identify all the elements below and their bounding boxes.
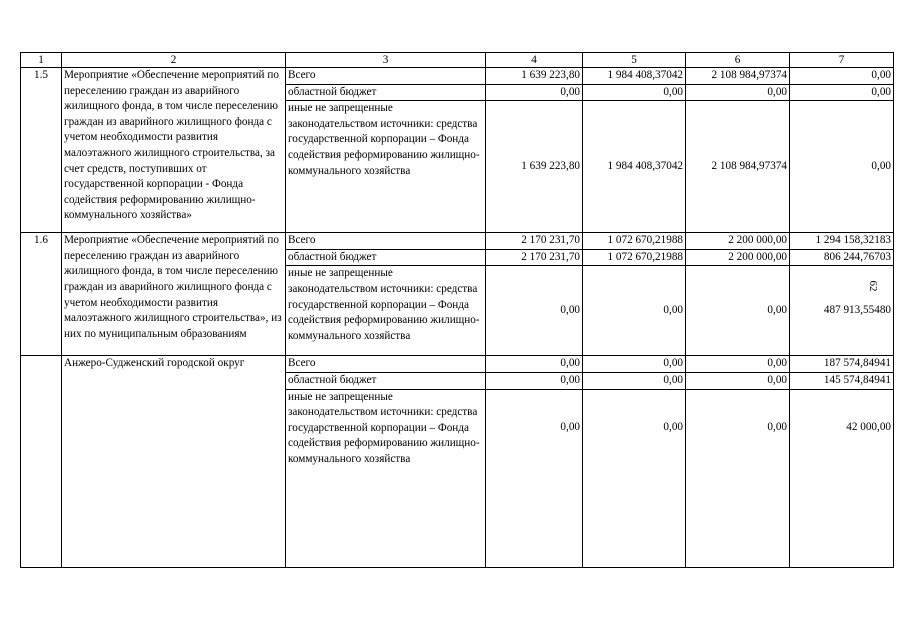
value-cell: 0,00 [486, 266, 583, 356]
source-regional: областной бюджет [286, 84, 486, 101]
value-cell: 2 108 984,97374 [686, 101, 790, 233]
value-cell: 0,00 [686, 356, 790, 373]
value-cell: 0,00 [686, 266, 790, 356]
header-col-3: 3 [286, 53, 486, 68]
value-cell: 1 639 223,80 [486, 101, 583, 233]
value-cell: 145 574,84941 [790, 372, 894, 389]
value-cell: 0,00 [790, 101, 894, 233]
value-cell: 0,00 [583, 84, 686, 101]
value-cell: 1 294 158,32183 [790, 233, 894, 250]
value-cell: 2 108 984,97374 [686, 68, 790, 85]
row-index: 1.5 [21, 68, 62, 233]
row-name: Мероприятие «Обеспечение мероприятий по переселению граждан из аварийного жилищного фонда, в том числе переселению граждан из аварийного жилищного фонда с учетом необходимости развития малоэтажного жилищного строительства», из них по муниципальным образованиям [62, 233, 286, 356]
value-cell: 806 244,76703 [790, 249, 894, 266]
row-name: Мероприятие «Обеспечение мероприятий по переселению граждан из аварийного жилищного фонда, в том числе переселению граждан из аварийного жилищного фонда с учетом необходимости развития малоэтажного жилищного строительства, за счет средств, поступивших от государственной корпорации - Фонда содействия реформированию жилищно-коммунального хозяйства» [62, 68, 286, 233]
budget-table [20, 52, 894, 568]
value-cell: 0,00 [583, 389, 686, 567]
row-index: 1.6 [21, 233, 62, 356]
value-cell: 0,00 [486, 372, 583, 389]
value-cell: 0,00 [486, 389, 583, 567]
table-row [21, 233, 894, 250]
header-col-7: 7 [790, 53, 894, 68]
value-cell: 2 170 231,70 [486, 233, 583, 250]
row-index [21, 356, 62, 567]
header-col-1: 1 [21, 53, 62, 68]
source-regional: областной бюджет [286, 372, 486, 389]
value-cell: 1 639 223,80 [486, 68, 583, 85]
value-cell: 0,00 [686, 84, 790, 101]
value-cell: 1 072 670,21988 [583, 249, 686, 266]
value-cell: 187 574,84941 [790, 356, 894, 373]
value-cell: 487 913,55480 [790, 266, 894, 356]
value-cell: 1 984 408,37042 [583, 68, 686, 85]
header-col-4: 4 [486, 53, 583, 68]
table-row [21, 356, 894, 373]
value-cell: 0,00 [790, 68, 894, 85]
table-row [21, 68, 894, 85]
source-other: иные не запрещенные законодательством источники: средства государственной корпорации – Фонда содействия реформированию жилищно-коммунального хозяйства [286, 266, 486, 356]
source-other: иные не запрещенные законодательством источники: средства государственной корпорации – Фонда содействия реформированию жилищно-коммунального хозяйства [286, 389, 486, 567]
source-other: иные не запрещенные законодательством источники: средства государственной корпорации – Фонда содействия реформированию жилищно-коммунального хозяйства [286, 101, 486, 233]
value-cell: 2 200 000,00 [686, 249, 790, 266]
row-name: Анжеро-Судженский городской округ [62, 356, 286, 567]
header-col-6: 6 [686, 53, 790, 68]
value-cell: 0,00 [583, 372, 686, 389]
value-cell: 1 072 670,21988 [583, 233, 686, 250]
source-total: Всего [286, 233, 486, 250]
source-regional: областной бюджет [286, 249, 486, 266]
value-cell: 0,00 [486, 356, 583, 373]
value-cell: 2 200 000,00 [686, 233, 790, 250]
value-cell: 0,00 [686, 372, 790, 389]
value-cell: 1 984 408,37042 [583, 101, 686, 233]
value-cell: 0,00 [583, 266, 686, 356]
value-cell: 0,00 [583, 356, 686, 373]
value-cell: 0,00 [486, 84, 583, 101]
value-cell: 0,00 [686, 389, 790, 567]
header-col-2: 2 [62, 53, 286, 68]
header-col-5: 5 [583, 53, 686, 68]
source-total: Всего [286, 68, 486, 85]
value-cell: 42 000,00 [790, 389, 894, 567]
value-cell: 2 170 231,70 [486, 249, 583, 266]
source-total: Всего [286, 356, 486, 373]
header-row [21, 53, 894, 68]
value-cell: 0,00 [790, 84, 894, 101]
page-number: 62 [867, 280, 879, 292]
